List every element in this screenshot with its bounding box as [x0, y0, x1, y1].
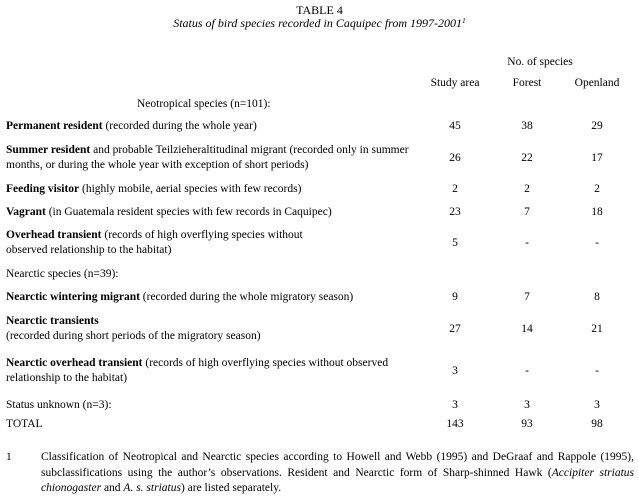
row-label: Nearctic species (n=39): [6, 268, 119, 280]
row-label-text: (recorded during short periods of the migratory season) [6, 330, 261, 342]
table-subtitle [0, 16, 639, 31]
row-label: Summer resident and probable Teilzieheraltitudinal migrant (recorded only in summer months, or during the whole year with exception of short periods) [6, 144, 409, 171]
cell-openland: 18 [591, 206, 603, 218]
cell-openland: 98 [591, 418, 603, 430]
cell-forest: - [525, 365, 529, 377]
cell-study-area: 5 [452, 237, 458, 249]
cell-forest: 22 [521, 152, 533, 164]
cell-study-area: 143 [446, 418, 464, 430]
cell-forest: - [525, 237, 529, 249]
row-label: Feeding visitor (highly mobile, aerial species with few records) [6, 183, 302, 195]
cell-study-area: 2 [452, 183, 458, 195]
cell-forest: 7 [524, 291, 530, 303]
row-label: Permanent resident (recorded during the whole year) [6, 120, 257, 132]
row-label: Neotropical species (n=101): [137, 98, 271, 110]
cell-study-area: 3 [452, 399, 458, 411]
cell-study-area: 3 [452, 365, 458, 377]
cell-study-area: 27 [449, 323, 461, 335]
cell-openland: 2 [594, 183, 600, 195]
footnote-text: Classification of Neotropical and Nearctic species according to Howell and Webb (1995) and DeGraaf and Rappole (1995), subclassifications using the author’s observations. Resident and Nearctic form of Sharp-shinned Hawk (Accipiter striatus chionogaster and A. s. striatus) are listed separately. [41, 451, 634, 494]
cell-openland: 17 [591, 152, 603, 164]
cell-study-area: 23 [449, 206, 461, 218]
footnote [6, 450, 634, 497]
row-label: Status unknown (n=3): [6, 399, 112, 411]
cell-openland: - [595, 237, 599, 249]
cell-forest: 14 [521, 323, 533, 335]
cell-study-area: 9 [452, 291, 458, 303]
subtitle-footnote-marker: 1 [462, 16, 466, 25]
cell-study-area: 45 [449, 120, 461, 132]
row-label: Nearctic wintering migrant (recorded during the whole migratory season) [6, 291, 354, 303]
cell-openland: 8 [594, 291, 600, 303]
row-label: TOTAL [6, 418, 43, 430]
row-label: Overhead transient (records of high overflying species without observed relationship to the habitat) [6, 229, 303, 256]
footnote-number: 1 [6, 451, 12, 463]
column-header-openland: Openland [574, 77, 620, 89]
row-label: Nearctic overhead transient (records of high overflying species without observed relationship to the habitat) [6, 357, 389, 384]
table-title: TABLE 4 [296, 3, 343, 17]
cell-openland: 21 [591, 323, 603, 335]
cell-openland: - [595, 365, 599, 377]
column-header-forest: Forest [512, 77, 542, 89]
cell-forest: 38 [521, 120, 533, 132]
row-label [6, 314, 326, 344]
cell-forest: 93 [521, 418, 533, 430]
cell-study-area: 26 [449, 152, 461, 164]
subtitle-text: Status of bird species recorded in Caquipec from 1997-2001 [173, 16, 463, 30]
column-header-study-area: Study area [430, 77, 480, 89]
row-label-bold: Nearctic transients [6, 315, 99, 327]
cell-openland: 3 [594, 399, 600, 411]
group-header: No. of species [507, 56, 573, 68]
cell-forest: 2 [524, 183, 530, 195]
cell-forest: 7 [524, 206, 530, 218]
cell-openland: 29 [591, 120, 603, 132]
row-label: Vagrant (in Guatemala resident species with few records in Caquipec) [6, 206, 332, 218]
cell-forest: 3 [524, 399, 530, 411]
